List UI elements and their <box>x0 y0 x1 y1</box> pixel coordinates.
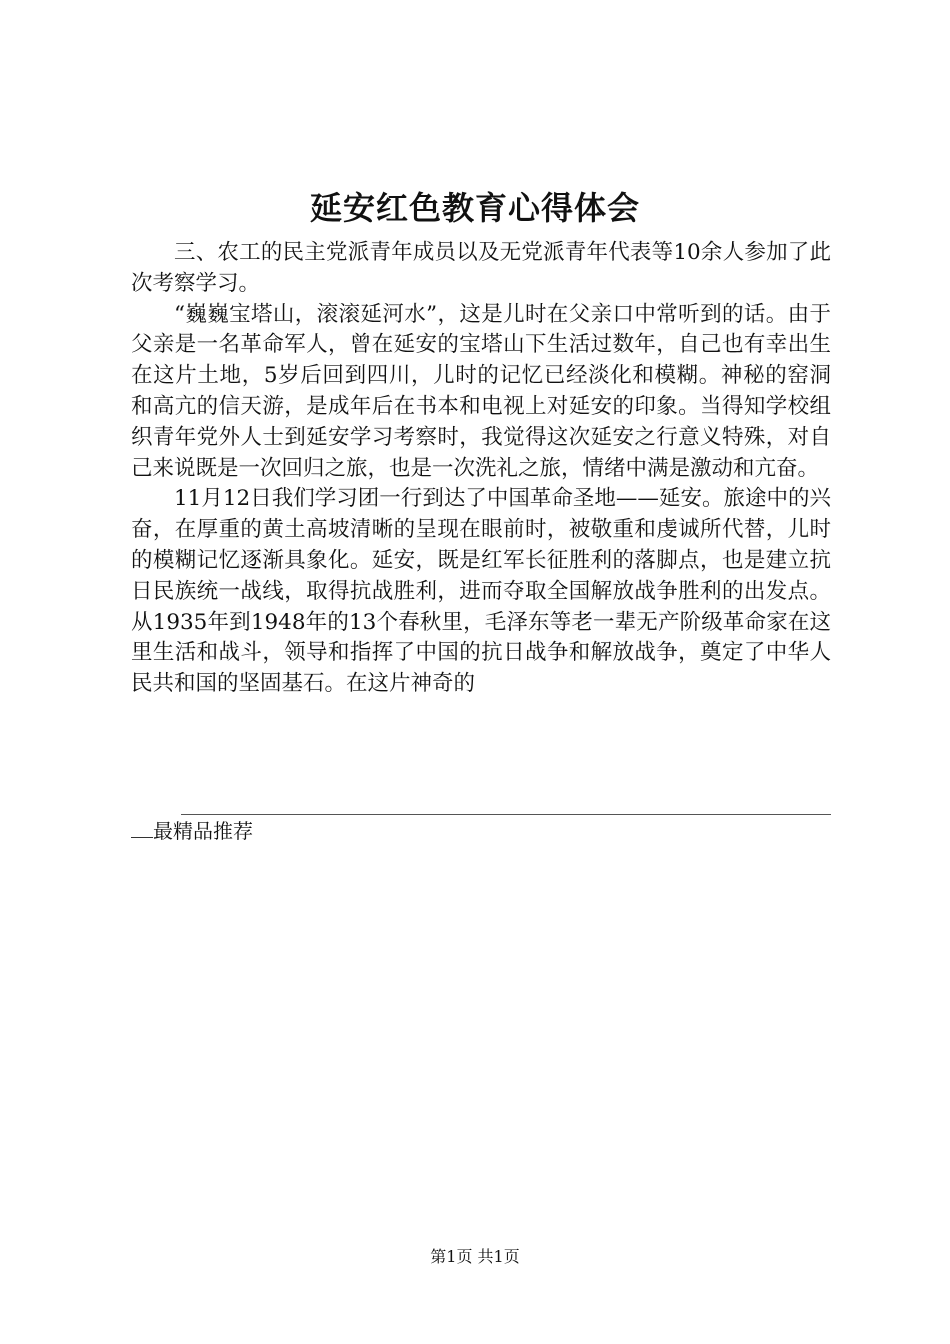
document-title: 延安红色教育心得体会 <box>309 189 640 227</box>
separator-line <box>181 814 831 815</box>
document-body <box>131 238 831 700</box>
underline-blank <box>131 817 153 838</box>
paragraph-2: “巍巍宝塔山，滚滚延河水”，这是儿时在父亲口中常听到的话。由于父亲是一名革命军人，曾在延安的宝塔山下生活过数年，自己也有幸出生在这片土地，5岁后回到四川，儿时的记忆已经淡化和模糊。神秘的窑洞和高亢的信天游，是成年后在书本和电视上对延安的印象。当得知学校组织青年党外人士到延安学习考察时，我觉得这次延安之行意义特殊，对自己来说既是一次回归之旅，也是一次洗礼之旅，情绪中满是激动和亢奋。 <box>131 301 831 481</box>
paragraph-3: 11月12日我们学习团一行到达了中国革命圣地——延安。旅途中的兴奋，在厚重的黄土高坡清晰的呈现在眼前时，被敬重和虔诚所代替，儿时的模糊记忆逐渐具象化。延安，既是红军长征胜利的落脚点，也是建立抗日民族统一战线，取得抗战胜利，进而夺取全国解放战争胜利的出发点。从1935年到1948年的13个春秋里，毛泽东等老一辈无产阶级革命家在这里生活和战斗，领导和指挥了中国的抗日战争和解放战争，奠定了中华人民共和国的坚固基石。在这片神奇的 <box>131 486 831 697</box>
recommend-section <box>131 816 253 846</box>
paragraph-1: 三、农工的民主党派青年成员以及无党派青年代表等10余人参加了此次考察学习。 <box>131 240 831 296</box>
page-footer: 第1页 共1页 <box>430 1247 520 1266</box>
recommend-label: 最精品推荐 <box>153 819 253 843</box>
